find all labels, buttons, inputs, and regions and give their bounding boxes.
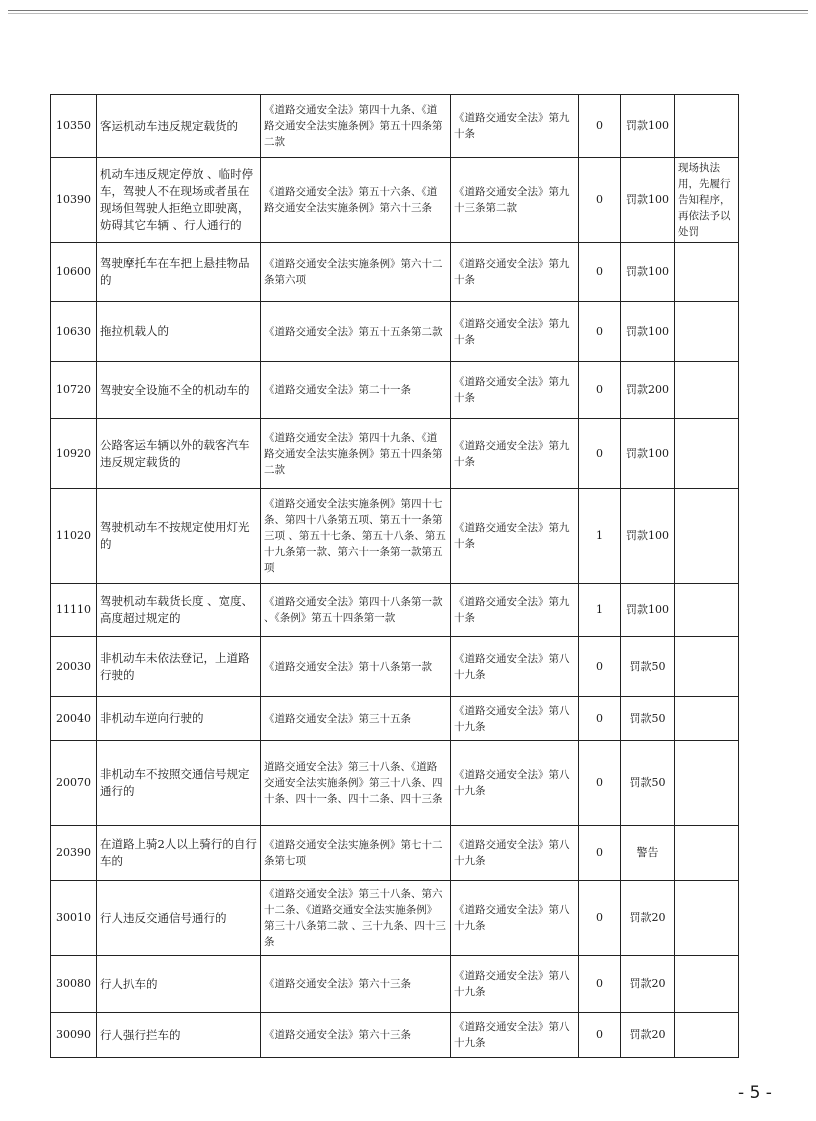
penalty-basis: 《道路交通安全法》第九十条 [451,362,579,419]
violation-code: 20030 [51,637,97,697]
remarks: 现场执法用，先履行告知程序，再依法予以处罚 [675,158,739,243]
penalty-basis: 《道路交通安全法》第八十九条 [451,956,579,1013]
violation-code: 11110 [51,584,97,637]
remarks [675,584,739,637]
violation-code: 20070 [51,741,97,826]
violation-description: 拖拉机载人的 [97,302,261,362]
legal-basis: 《道路交通安全法》第四十九条、《道路交通安全法实施条例》第五十四条第二款 [261,419,451,489]
remarks [675,881,739,956]
violation-description: 公路客运车辆以外的载客汽车违反规定载货的 [97,419,261,489]
remarks [675,243,739,302]
table-row [51,419,739,489]
fine-amount: 罚款20 [621,881,675,956]
table-row [51,362,739,419]
legal-basis: 《道路交通安全法》第五十五条第二款 [261,302,451,362]
demerit-points: 0 [579,637,621,697]
violation-description: 机动车违反规定停放 、临时停车，驾驶人不在现场或者虽在现场但驾驶人拒绝立即驶离，妨碍其它车辆 、行人通行的 [97,158,261,243]
legal-basis: 《道路交通安全法》第四十八条第一款 、《条例》第五十四条第一款 [261,584,451,637]
penalty-basis: 《道路交通安全法》第八十九条 [451,881,579,956]
violation-description: 行人违反交通信号通行的 [97,881,261,956]
demerit-points: 0 [579,826,621,881]
penalty-basis: 《道路交通安全法》第八十九条 [451,637,579,697]
violation-code: 10390 [51,158,97,243]
fine-amount: 罚款20 [621,956,675,1013]
fine-amount: 罚款100 [621,419,675,489]
remarks [675,956,739,1013]
demerit-points: 1 [579,489,621,584]
remarks [675,1013,739,1058]
fine-amount: 罚款50 [621,741,675,826]
violation-code: 10630 [51,302,97,362]
violation-description: 非机动车未依法登记，上道路行驶的 [97,637,261,697]
violation-description: 驾驶摩托车在车把上悬挂物品的 [97,243,261,302]
violation-code: 10600 [51,243,97,302]
fine-amount: 警告 [621,826,675,881]
remarks [675,637,739,697]
table-row [51,1013,739,1058]
fine-amount: 罚款50 [621,637,675,697]
remarks [675,489,739,584]
violation-description: 驾驶机动车载货长度 、宽度、高度超过规定的 [97,584,261,637]
legal-basis: 《道路交通安全法》第四十九条、《道路交通安全法实施条例》第五十四条第二款 [261,95,451,158]
demerit-points: 0 [579,158,621,243]
fine-amount: 罚款50 [621,697,675,741]
violation-description: 在道路上骑2人以上骑行的自行车的 [97,826,261,881]
scan-top-rule [8,10,808,11]
table-row [51,826,739,881]
table-row [51,158,739,243]
penalty-basis: 《道路交通安全法》第九十条 [451,489,579,584]
legal-basis: 《道路交通安全法实施条例》第四十七条、第四十八条第五项、第五十一条第三项 、第五十七条、第五十八条、第五十九条第一款、第六十一条第一款第五项 [261,489,451,584]
violation-table [50,94,739,1058]
fine-amount: 罚款100 [621,489,675,584]
violation-code: 30080 [51,956,97,1013]
legal-basis: 《道路交通安全法》第六十三条 [261,956,451,1013]
legal-basis: 《道路交通安全法》第五十六条、《道路交通安全法实施条例》第六十三条 [261,158,451,243]
penalty-basis: 《道路交通安全法》第八十九条 [451,697,579,741]
violation-code: 30010 [51,881,97,956]
violation-description: 驾驶安全设施不全的机动车的 [97,362,261,419]
remarks [675,419,739,489]
violation-code: 10720 [51,362,97,419]
fine-amount: 罚款100 [621,302,675,362]
penalty-basis: 《道路交通安全法》第八十九条 [451,741,579,826]
fine-amount: 罚款100 [621,243,675,302]
table-row [51,489,739,584]
legal-basis: 《道路交通安全法》第六十三条 [261,1013,451,1058]
violation-description: 行人扒车的 [97,956,261,1013]
demerit-points: 0 [579,1013,621,1058]
demerit-points: 0 [579,956,621,1013]
violation-description: 驾驶机动车不按规定使用灯光的 [97,489,261,584]
violation-code: 30090 [51,1013,97,1058]
violation-code: 11020 [51,489,97,584]
table-row [51,956,739,1013]
violation-code: 20390 [51,826,97,881]
demerit-points: 1 [579,584,621,637]
penalty-basis: 《道路交通安全法》第九十三条第二款 [451,158,579,243]
penalty-basis: 《道路交通安全法》第八十九条 [451,826,579,881]
remarks [675,826,739,881]
violation-code: 20040 [51,697,97,741]
remarks [675,362,739,419]
demerit-points: 0 [579,302,621,362]
legal-basis: 《道路交通安全法实施条例》第七十二条第七项 [261,826,451,881]
fine-amount: 罚款20 [621,1013,675,1058]
page-number: - 5 - [738,1083,772,1103]
table-row [51,584,739,637]
violation-table-body [51,95,739,1058]
remarks [675,697,739,741]
violation-description: 客运机动车违反规定载货的 [97,95,261,158]
demerit-points: 0 [579,697,621,741]
demerit-points: 0 [579,243,621,302]
legal-basis: 《道路交通安全法实施条例》第六十二条第六项 [261,243,451,302]
penalty-basis: 《道路交通安全法》第九十条 [451,95,579,158]
remarks [675,302,739,362]
table-row [51,637,739,697]
table-row [51,302,739,362]
legal-basis: 《道路交通安全法》第二十一条 [261,362,451,419]
table-row [51,881,739,956]
remarks [675,741,739,826]
demerit-points: 0 [579,881,621,956]
violation-description: 非机动车逆向行驶的 [97,697,261,741]
violation-description: 非机动车不按照交通信号规定通行的 [97,741,261,826]
demerit-points: 0 [579,362,621,419]
fine-amount: 罚款100 [621,158,675,243]
penalty-basis: 《道路交通安全法》第九十条 [451,419,579,489]
fine-amount: 罚款100 [621,95,675,158]
penalty-basis: 《道路交通安全法》第八十九条 [451,1013,579,1058]
penalty-basis: 《道路交通安全法》第九十条 [451,243,579,302]
violation-code: 10350 [51,95,97,158]
penalty-basis: 《道路交通安全法》第九十条 [451,302,579,362]
legal-basis: 《道路交通安全法》第三十五条 [261,697,451,741]
violation-code: 10920 [51,419,97,489]
demerit-points: 0 [579,419,621,489]
scan-top-rule-shadow [8,13,808,14]
demerit-points: 0 [579,95,621,158]
violation-description: 行人强行拦车的 [97,1013,261,1058]
legal-basis: 道路交通安全法》第三十八条、《道路交通安全法实施条例》第三十八条、四十条、四十一条、四十二条、四十三条 [261,741,451,826]
table-row [51,95,739,158]
table-row [51,697,739,741]
legal-basis: 《道路交通安全法》第三十八条、第六十二条、《道路交通安全法实施条例》第三十八条第二款 、三十九条、四十三条 [261,881,451,956]
penalty-basis: 《道路交通安全法》第九十条 [451,584,579,637]
remarks [675,95,739,158]
table-row [51,741,739,826]
fine-amount: 罚款100 [621,584,675,637]
table-row [51,243,739,302]
legal-basis: 《道路交通安全法》第十八条第一款 [261,637,451,697]
fine-amount: 罚款200 [621,362,675,419]
demerit-points: 0 [579,741,621,826]
